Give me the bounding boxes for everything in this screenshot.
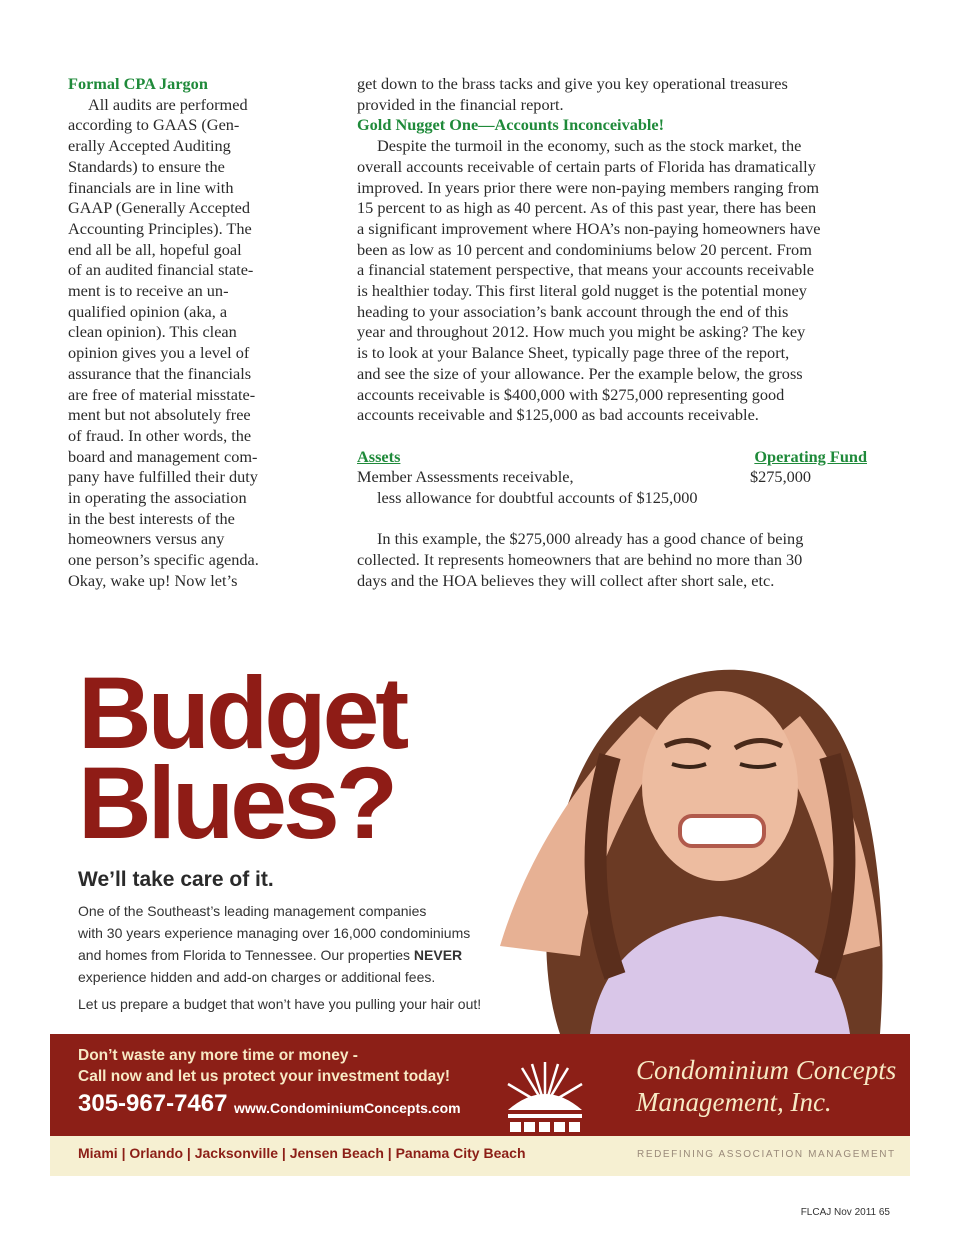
right-body-line: and see the size of your allowance. Per the example below, the gross — [357, 363, 803, 383]
right-body-line: heading to your association’s bank account through the end of this — [357, 301, 789, 321]
right-body-line: accounts receivable and $125,000 as bad accounts receivable. — [357, 405, 759, 425]
company-name — [636, 1054, 896, 1118]
right-intro — [357, 74, 867, 115]
left-body-line: according to GAAS (Gen- — [68, 115, 240, 135]
ad-cta-line-1: Don’t waste any more time or money - — [78, 1047, 358, 1064]
right-closing-line: collected. It represents homeowners that are behind no more than 30 — [357, 550, 803, 570]
ad-cta-line-2: Call now and let us protect your investment today! — [78, 1068, 451, 1085]
left-body-line: pany have fulfilled their duty — [68, 467, 258, 487]
ad-blurb-line-4: experience hidden and add-on charges or additional fees. — [78, 969, 436, 985]
right-body-line: is healthier today. This first literal gold nugget is the potential money — [357, 281, 807, 301]
right-body-line: been as low as 10 percent and condominiums below 20 percent. From — [357, 239, 812, 259]
ad-tagline: We’ll take care of it. — [78, 868, 274, 891]
left-column — [68, 74, 288, 592]
woman-photo — [440, 646, 910, 1034]
gold-nugget-heading: Gold Nugget One—Accounts Inconceivable! — [357, 115, 665, 135]
right-body-line: 15 percent to as high as 40 percent. As of this past year, there has been — [357, 198, 817, 218]
company-name-line-1: Condominium Concepts — [636, 1055, 897, 1085]
ad-blurb-emphasis: NEVER — [413, 947, 463, 963]
left-body-line: GAAP (Generally Accepted — [68, 198, 251, 218]
right-body — [357, 136, 867, 426]
left-heading: Formal CPA Jargon — [68, 74, 208, 93]
left-body-line: erally Accepted Auditing — [68, 136, 231, 156]
right-body-line: accounts receivable is $400,000 with $275,000 representing good — [357, 384, 785, 404]
ad-blurb — [78, 900, 498, 988]
left-body-line: Okay, wake up! Now let’s — [68, 570, 238, 590]
right-body-line: improved. In years prior there were non-paying members ranging from — [357, 177, 820, 197]
left-body-line: ment but not absolutely free — [68, 405, 251, 425]
left-body-line: board and management com- — [68, 446, 258, 466]
ad-headline — [78, 656, 406, 860]
assets-row-2-label: less allowance for doubtful accounts of $125,000 — [377, 488, 698, 508]
right-intro-line: provided in the financial report. — [357, 94, 564, 114]
ad-blurb-line-3 — [78, 944, 498, 966]
ad-phone: 305-967-7467 — [78, 1090, 228, 1117]
left-body-line: are free of material misstate- — [68, 384, 256, 404]
left-body-line: ment is to receive an un- — [68, 281, 229, 301]
ad-blurb-line-1: One of the Southeast’s leading management companies — [78, 903, 427, 919]
left-body-line: opinion gives you a level of — [68, 343, 250, 363]
operating-fund-header: Operating Fund — [754, 446, 867, 466]
left-body-line: Accounting Principles). The — [68, 218, 252, 238]
left-body-line: of fraud. In other words, the — [68, 425, 252, 445]
left-body-line: clean opinion). This clean — [68, 322, 237, 342]
left-body-line: end all be all, hopeful goal — [68, 239, 242, 259]
assets-header: Assets — [357, 446, 401, 466]
right-body-line: year and throughout 2012. How much you might be asking? The key — [357, 322, 806, 342]
advertisement — [50, 646, 910, 1176]
page-footer: FLCAJ Nov 2011 65 — [800, 1207, 890, 1218]
right-body-line: overall accounts receivable of certain parts of Florida has dramatically — [357, 156, 816, 176]
ad-blurb-line-2: with 30 years experience managing over 16,000 condominiums — [78, 925, 471, 941]
left-body-line: All audits are performed — [88, 94, 248, 114]
left-body-line: qualified opinion (aka, a — [68, 301, 228, 321]
assets-row-1-label: Member Assessments receivable, — [357, 467, 574, 487]
assets-row-1 — [357, 467, 867, 488]
left-body-line: assurance that the financials — [68, 363, 252, 383]
left-body-line: Standards) to ensure the — [68, 156, 225, 176]
assets-row-1-value: $275,000 — [750, 467, 812, 487]
right-intro-line: get down to the brass tacks and give you key operational treasures — [357, 74, 788, 93]
ad-blurb-line-3-text: and homes from Florida to Tennessee. Our properties — [78, 947, 414, 963]
left-body-line: in operating the association — [68, 488, 247, 508]
right-body-line: a significant improvement where HOA’s non-paying homeowners have — [357, 218, 821, 238]
left-body-line: of an audited financial state- — [68, 260, 254, 280]
ad-blurb-2: Let us prepare a budget that won’t have you pulling your hair out! — [78, 996, 482, 1012]
ad-slogan: REDEFINING ASSOCIATION MANAGEMENT — [637, 1149, 896, 1160]
company-name-line-2: Management, Inc. — [636, 1087, 832, 1117]
sunburst-logo-icon — [502, 1056, 588, 1136]
right-closing-line: In this example, the $275,000 already has a good chance of being — [377, 529, 804, 549]
right-column — [357, 74, 867, 592]
ad-headline-line-1: Budget — [78, 656, 406, 770]
ad-headline-line-2: Blues? — [78, 746, 395, 860]
right-closing — [357, 529, 867, 591]
right-closing-line: days and the HOA believes they will collect after short sale, etc. — [357, 570, 775, 590]
right-body-line: is to look at your Balance Sheet, typically page three of the report, — [357, 343, 790, 363]
ad-footer-band — [50, 1136, 910, 1176]
ad-cities: Miami | Orlando | Jacksonville | Jensen Beach | Panama City Beach — [78, 1145, 526, 1161]
left-body-line: in the best interests of the — [68, 508, 235, 528]
right-body-line: Despite the turmoil in the economy, such as the stock market, the — [377, 136, 802, 156]
left-body-line: financials are in line with — [68, 177, 234, 197]
left-body-line: one person’s specific agenda. — [68, 550, 259, 570]
ad-call-to-action — [78, 1045, 450, 1087]
ad-banner — [50, 1034, 910, 1136]
assets-header-row — [357, 447, 867, 468]
left-body-line: homeowners versus any — [68, 529, 225, 549]
right-body-line: a financial statement perspective, that means your accounts receivable — [357, 260, 815, 280]
left-body — [68, 95, 288, 592]
ad-website: www.CondominiumConcepts.com — [234, 1100, 461, 1116]
